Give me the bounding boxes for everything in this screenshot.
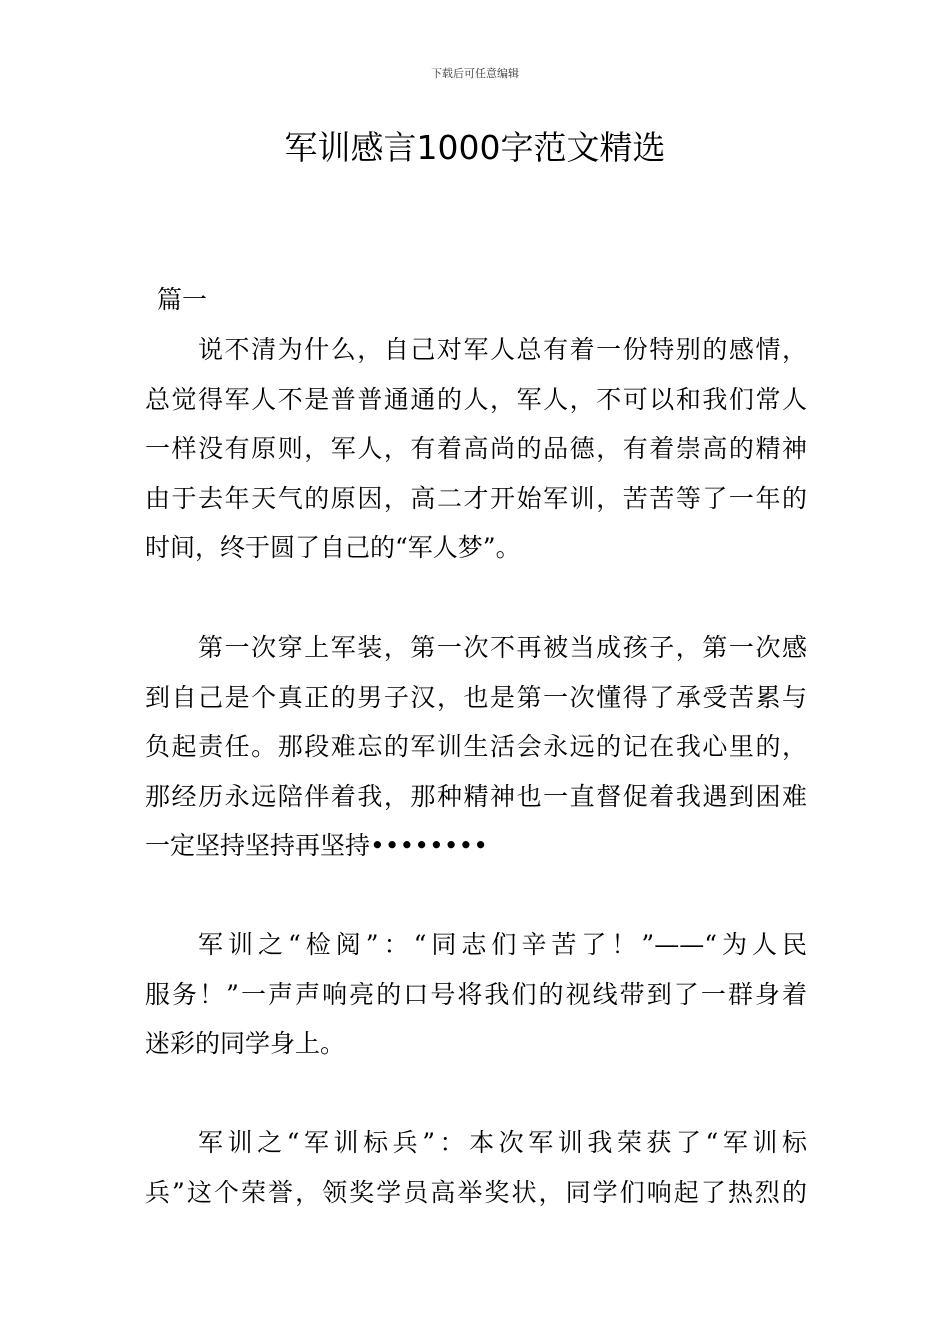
paragraph-line: 说不清为什么，自己对军人总有着一份特别的感情，: [198, 335, 807, 364]
paragraph-line: 时间，终于圆了自己的“军人梦”。: [145, 533, 521, 562]
paragraph-4: [145, 1118, 807, 1217]
paragraph-line: 军训之“检阅”：“同志们辛苦了！”——“为人民: [198, 930, 807, 959]
paragraph-line: 一定坚持坚持再坚持••••••••: [145, 831, 488, 860]
paragraph-line: 军训之“军训标兵”：本次军训我荣获了“军训标: [198, 1128, 807, 1157]
paragraph-line: 由于去年天气的原因，高二才开始军训，苦苦等了一年的: [145, 483, 807, 513]
paragraph-line: 服务！”一声声响亮的口号将我们的视线带到了一群身着: [145, 979, 807, 1009]
paragraph-line: 总觉得军人不是普普通通的人，军人，不可以和我们常人: [145, 384, 807, 414]
paragraph-line: 第一次穿上军装，第一次不再被当成孩子，第一次感: [198, 633, 807, 662]
paragraph-line: 那经历永远陪伴着我，那种精神也一直督促着我遇到困难: [145, 781, 807, 811]
paragraph-2: [145, 623, 807, 871]
section-label: 篇一: [157, 285, 208, 314]
paragraph-line: 到自己是个真正的男子汉，也是第一次懂得了承受苦累与: [145, 682, 807, 712]
paragraph-3: [145, 920, 807, 1069]
document-title: 军训感言1000字范文精选: [284, 128, 666, 167]
paragraph-line: 迷彩的同学身上。: [145, 1029, 346, 1058]
paragraph-line: 兵”这个荣誉，领奖学员高举奖状，同学们响起了热烈的: [145, 1177, 807, 1207]
paragraph-1: [145, 325, 807, 573]
header-note: 下载后可任意编辑: [431, 67, 519, 80]
paragraph-line: 负起责任。那段难忘的军训生活会永远的记在我心里的，: [145, 732, 807, 761]
paragraph-line: 一样没有原则，军人，有着高尚的品德，有着崇高的精神: [145, 434, 807, 463]
